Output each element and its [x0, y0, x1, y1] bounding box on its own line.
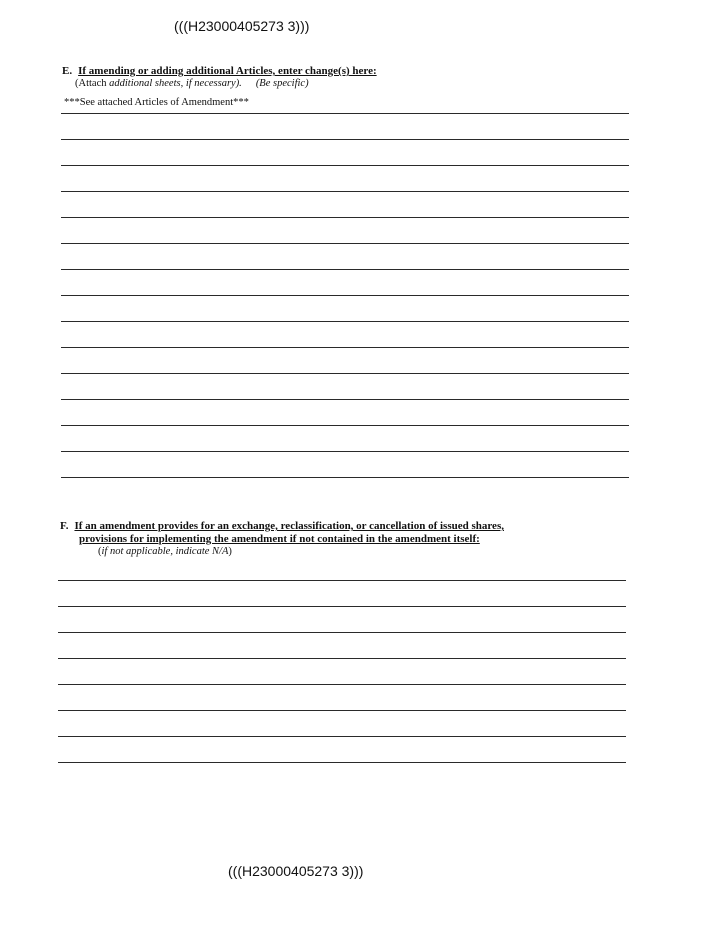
section-f-instruction-open: ( [98, 546, 102, 557]
writing-line[interactable] [58, 658, 626, 659]
section-f-heading-line2: provisions for implementing the amendment if not contained in the amendment itself: [79, 533, 480, 545]
section-f-instruction-italic: if not applicable, indicate N/A [101, 546, 229, 557]
section-e-instruction-specific: (Be specific) [255, 78, 309, 89]
footer-document-id: (((H23000405273 3))) [228, 863, 364, 879]
writing-line[interactable] [58, 710, 626, 711]
writing-line[interactable] [58, 580, 626, 581]
section-f-writing-lines [58, 0, 626, 932]
writing-line[interactable] [58, 606, 626, 607]
section-e-instruction-italic: additional sheets, if necessary). [109, 78, 242, 89]
writing-line[interactable] [58, 684, 626, 685]
section-e-instruction-open: (Attach [75, 78, 110, 89]
writing-line[interactable] [58, 762, 626, 763]
section-f-heading-line1: If an amendment provides for an exchange, reclassification, or cancellation of issued shares, [74, 520, 504, 532]
section-e-heading-text: If amending or adding additional Articles, enter change(s) here: [78, 65, 377, 77]
header-document-id: (((H23000405273 3))) [174, 18, 310, 34]
section-f-letter: F. [60, 520, 69, 532]
section-e-attached-note: ***See attached Articles of Amendment*** [64, 97, 249, 108]
writing-line[interactable] [58, 736, 626, 737]
writing-line[interactable] [58, 632, 626, 633]
section-e-letter: E. [62, 65, 73, 77]
section-f-instruction-close: ) [228, 546, 232, 557]
